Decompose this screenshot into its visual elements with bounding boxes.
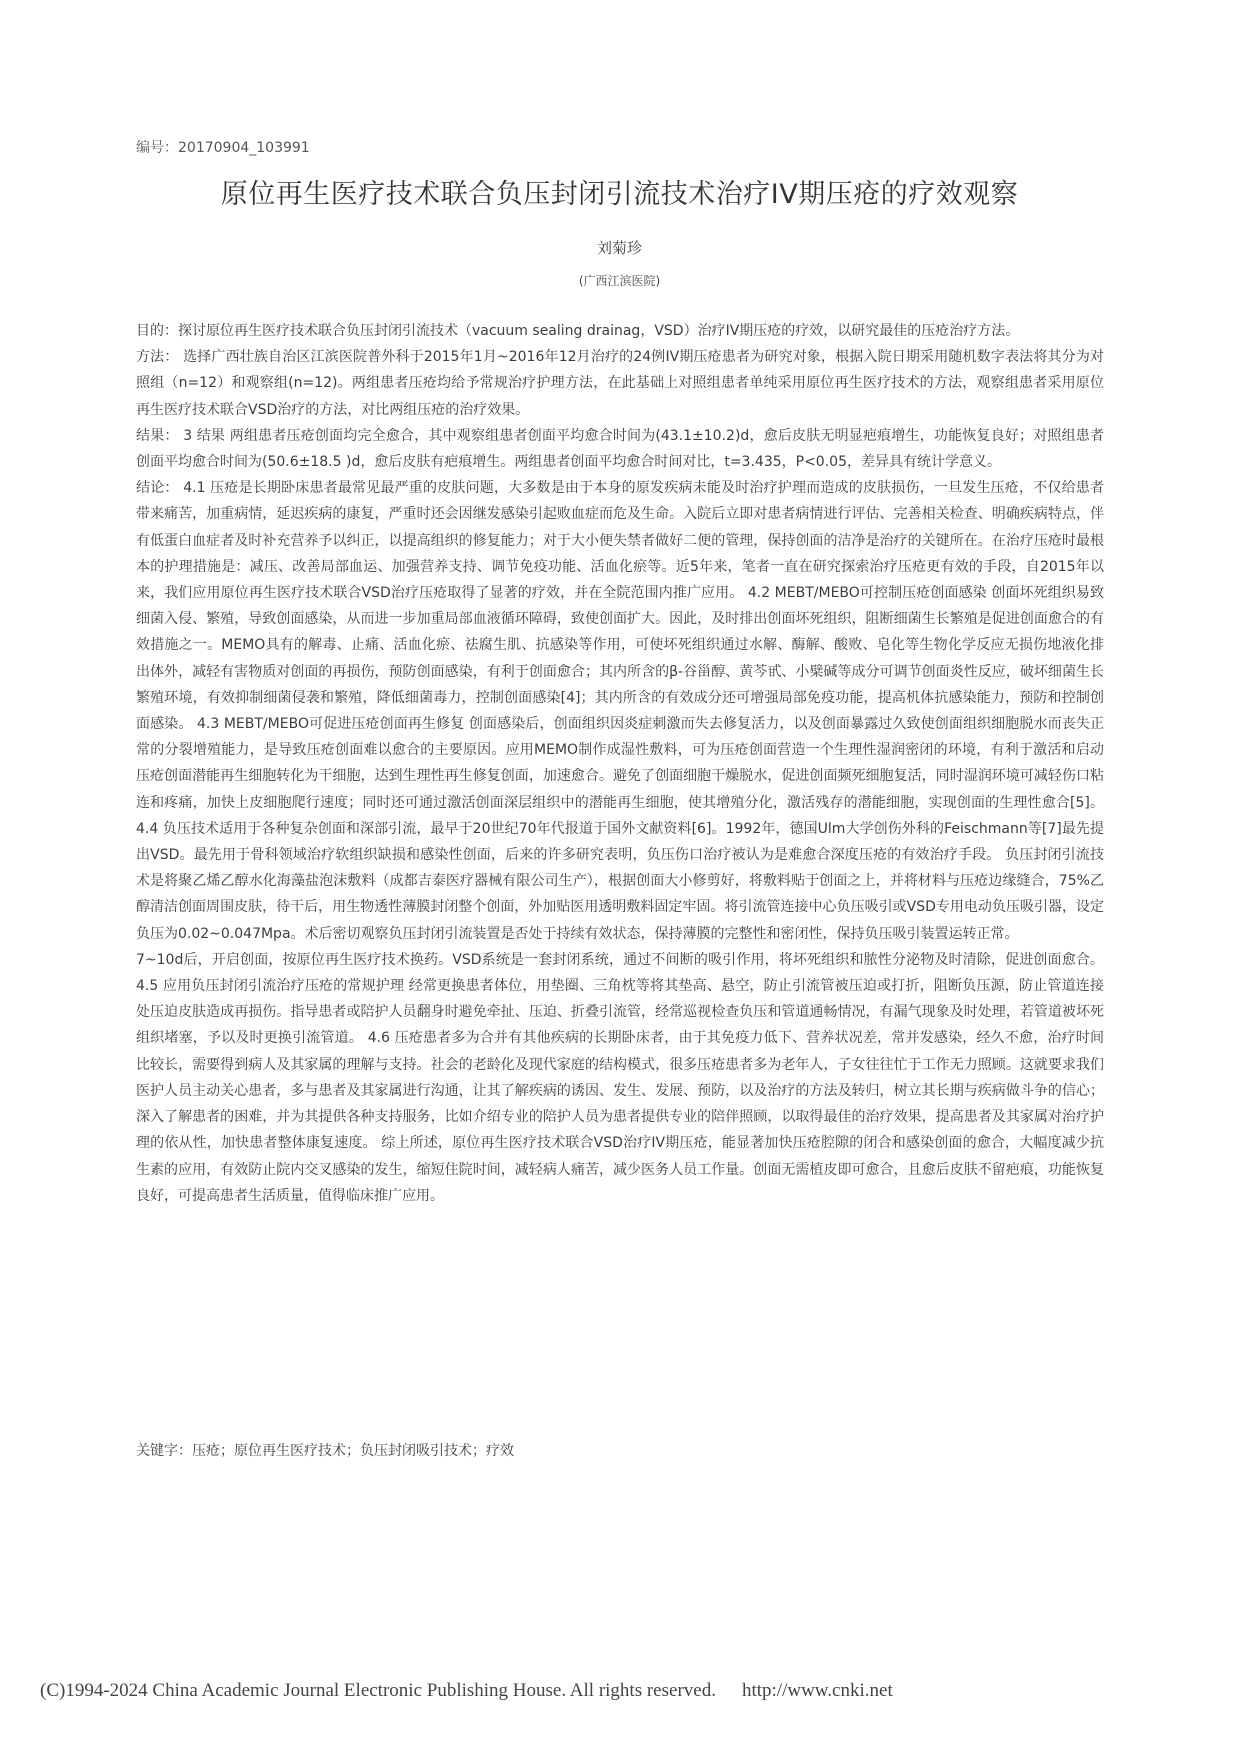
serial-number: 编号：20170904_103991: [136, 140, 310, 156]
paper-title: 原位再生医疗技术联合负压封闭引流技术治疗IV期压疮的疗效观察: [220, 179, 1019, 210]
copyright-footer: [40, 1680, 1200, 1702]
abstract-methods: 方法： 选择广西壮族自治区江滨医院普外科于2015年1月~2016年12月治疗的24例IV期压疮患者为研究对象，根据入院日期采用随机数字表法将其分为对照组（n=12）和观察组(n=12)。两组患者压疮均给予常规治疗护理方法，在此基础上对照组患者单纯采用原位再生医疗技术的方法，观察组患者采用原位再生医疗技术联合VSD治疗的方法，对比两组压疮的治疗效果。: [136, 349, 1104, 418]
keywords: 关键字：压疮；原位再生医疗技术；负压封闭吸引技术；疗效: [136, 1443, 514, 1459]
abstract-body: [136, 318, 1104, 1209]
abstract-continuation: 7~10d后，开启创面，按原位再生医疗技术换药。VSD系统是一套封闭系统，通过不间断的吸引作用，将坏死组织和脓性分泌物及时清除，促进创面愈合。 4.5 应用负压封闭引流治疗压疮的常规护理 经常更换患者体位，用垫圈、三角枕等将其垫高、悬空，防止引流管被压迫或打折，阻断负压源，防止管道连接处压迫皮肤造成再损伤。指导患者或陪护人员翻身时避免牵扯、压迫、折叠引流管，经常巡视检查负压和管道通畅情况，有漏气现象及时处理，若管道被坏死组织堵塞，予以及时更换引流管道。 4.6 压疮患者多为合并有其他疾病的长期卧床者，由于其免疫力低下、营养状况差，常并发感染，经久不愈，治疗时间比较长，需要得到病人及其家属的理解与支持。社会的老龄化及现代家庭的结构模式，很多压疮患者多为老年人，子女往往忙于工作无力照顾。这就要求我们医护人员主动关心患者，多与患者及其家属进行沟通，让其了解疾病的诱因、发生、发展、预防，以及治疗的方法及转归，树立其长期与疾病做斗争的信心；深入了解患者的困难，并为其提供各种支持服务，比如介绍专业的陪护人员为患者提供专业的陪伴照顾，以取得最佳的治疗效果，提高患者及其家属对治疗护理的依从性，加快患者整体康复速度。 综上所述，原位再生医疗技术联合VSD治疗IV期压疮，能显著加快压疮腔隙的闭合和感染创面的愈合，大幅度减少抗生素的应用，有效防止院内交叉感染的发生，缩短住院时间，减轻病人痛苦，减少医务人员工作量。创面无需植皮即可愈合，且愈后皮肤不留疤痕，功能恢复良好，可提高患者生活质量，值得临床推广应用。: [136, 951, 1104, 1204]
author-name: 刘菊珍: [596, 239, 642, 257]
footer-url: http://www.cnki.net: [741, 1680, 893, 1701]
abstract-objective: 目的：探讨原位再生医疗技术联合负压封闭引流技术（vacuum sealing drainag，VSD）治疗IV期压疮的疗效，以研究最佳的压疮治疗方法。: [136, 323, 1020, 339]
author-affiliation: (广西江滨医院): [578, 274, 661, 288]
abstract-conclusion: 结论： 4.1 压疮是长期卧床患者最常见最严重的皮肤问题，大多数是由于本身的原发疾病未能及时治疗护理而造成的皮肤损伤，一旦发生压疮，不仅给患者带来痛苦，加重病情，延迟疾病的康复，严重时还会因继发感染引起败血症而危及生命。入院后立即对患者病情进行评估、完善相关检查、明确疾病特点，伴有低蛋白血症者及时补充营养予以纠正，以提高组织的修复能力；对于大小便失禁者做好二便的管理，保持创面的洁净是治疗的关键所在。在治疗压疮时最根本的护理措施是：减压、改善局部血运、加强营养支持、调节免疫功能、活血化瘀等。近5年来，笔者一直在研究探索治疗压疮更有效的手段，自2015年以来，我们应用原位再生医疗技术联合VSD治疗压疮取得了显著的疗效，并在全院范围内推广应用。 4.2 MEBT/MEBO可控制压疮创面感染 创面坏死组织易致细菌入侵、繁殖，导致创面感染，从而进一步加重局部血液循环障碍，致使创面扩大。因此，及时排出创面坏死组织，阻断细菌生长繁殖是促进创面愈合的有效措施之一。MEMO具有的解毒、止痛、活血化瘀、祛腐生肌、抗感染等作用，可使坏死组织通过水解、酶解、酸败、皂化等生物化学反应无损伤地液化排出体外，减轻有害物质对创面的再损伤，预防创面感染，有利于创面愈合；其内所含的β-谷甾醇、黄芩甙、小檗碱等成分可调节创面炎性反应，破坏细菌生长繁殖环境，有效抑制细菌侵袭和繁殖，降低细菌毒力，控制创面感染[4]；其内所含的有效成分还可增强局部免疫功能，提高机体抗感染能力，预防和控制创面感染。 4.3 MEBT/MEBO可促进压疮创面再生修复 创面感染后，创面组织因炎症刺激而失去修复活力，以及创面暴露过久致使创面组织细胞脱水而丧失正常的分裂增殖能力，是导致压疮创面难以愈合的主要原因。应用MEMO制作成湿性敷料，可为压疮创面营造一个生理性湿润密闭的环境，有利于激活和启动压疮创面潜能再生细胞转化为干细胞，达到生理性再生修复创面，加速愈合。避免了创面细胞干燥脱水，促进创面频死细胞复活，同时湿润环境可减轻伤口粘连和疼痛，加快上皮细胞爬行速度；同时还可通过激活创面深层组织中的潜能再生细胞，使其增殖分化，激活残存的潜能细胞，实现创面的生理性愈合[5]。 4.4 负压技术适用于各种复杂创面和深部引流，最早于20世纪70年代报道于国外文献资料[6]。1992年，德国Ulm大学创伤外科的Feischmann等[7]最先提出VSD。最先用于骨科领域治疗软组织缺损和感染性创面，后来的许多研究表明，负压伤口治疗被认为是难愈合深度压疮的有效治疗手段。 负压封闭引流技术是将聚乙烯乙醇水化海藻盐泡沫敷料（成都吉泰医疗器械有限公司生产），根据创面大小修剪好，将敷料贴于创面之上，并将材料与压疮边缘缝合，75%乙醇清洁创面周围皮肤，待干后，用生物透性薄膜封闭整个创面，外加贴医用透明敷料固定牢固。将引流管连接中心负压吸引或VSD专用电动负压吸引器，设定负压为0.02~0.047Mpa。术后密切观察负压封闭引流装置是否处于持续有效状态，保持薄膜的完整性和密闭性，保持负压吸引装置运转正常。: [136, 480, 1104, 942]
copyright-text: (C)1994-2024 China Academic Journal Electronic Publishing House. All rights reserved.: [40, 1680, 716, 1701]
abstract-results: 结果： 3 结果 两组患者压疮创面均完全愈合，其中观察组患者创面平均愈合时间为(43.1±10.2)d，愈后皮肤无明显疤痕增生，功能恢复良好；对照组患者创面平均愈合时间为(50.6±18.5 )d，愈后皮肤有疤痕增生。两组患者创面平均愈合时间对比，t=3.435，P<0.05，差异具有统计学意义。: [136, 427, 1104, 471]
